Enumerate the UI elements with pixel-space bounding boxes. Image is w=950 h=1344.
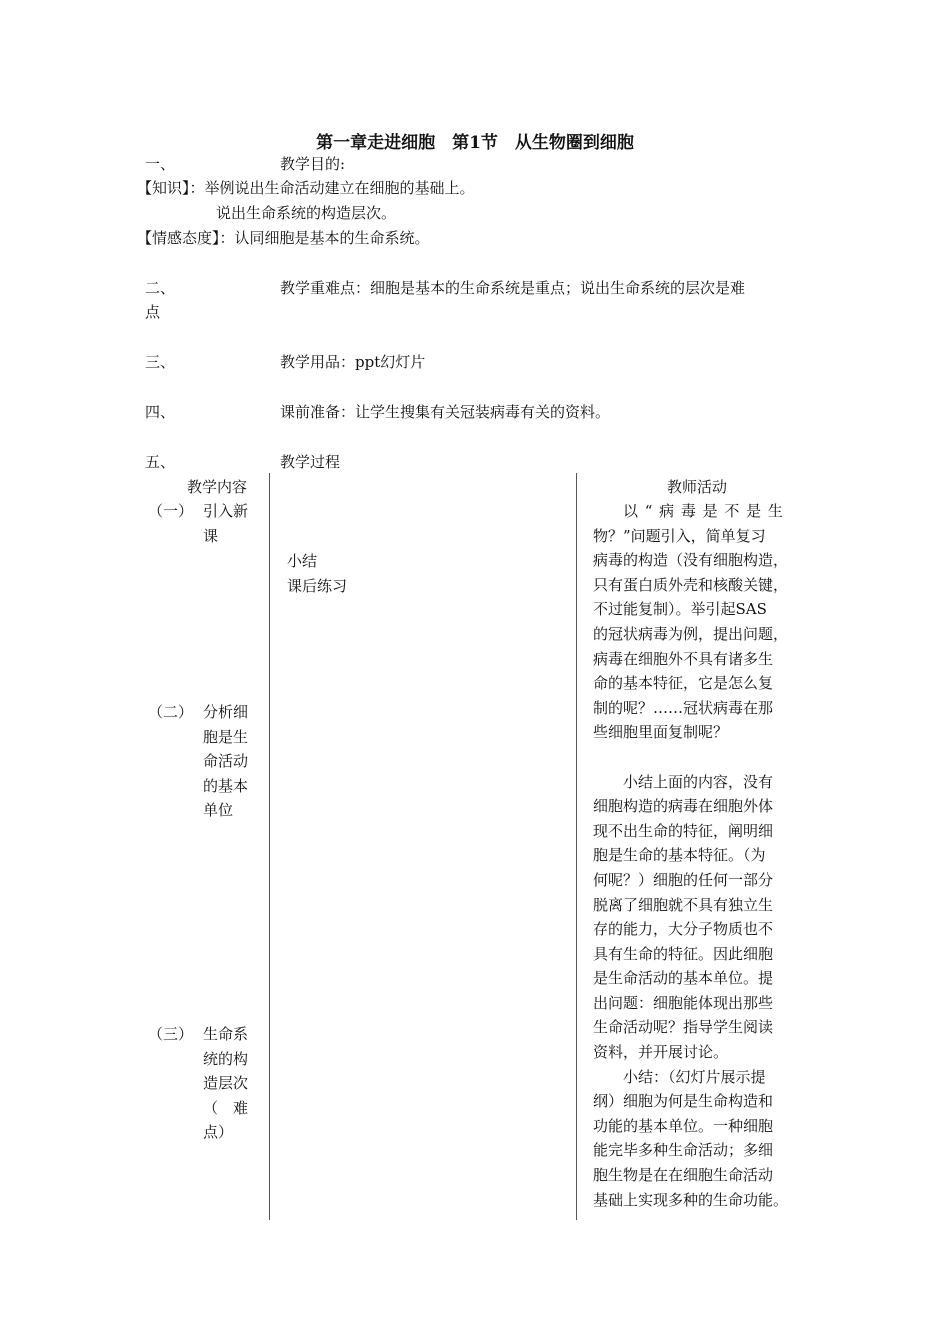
section-3-title [203, 1022, 248, 1145]
teacher-line: 纲）细胞为何是生命构造和 [593, 1092, 774, 1111]
section-2-title [203, 700, 248, 823]
middle-summary: 小结 [287, 552, 318, 570]
attitude-label: 【情感态度】： [137, 229, 235, 247]
knowledge-text-1: 举例说出生命活动建立在细胞的基础上。 [204, 179, 475, 197]
section-3-line: 点） [203, 1123, 234, 1142]
teacher-line: 具有生命的特征。因此细胞 [593, 944, 774, 963]
teacher-line: 细胞构造的病毒在细胞外体 [593, 797, 774, 816]
teacher-line: 现不出生命的特征，阐明细 [593, 821, 774, 840]
key-points-text: 教学重难点：细胞是基本的生命系统是重点；说出生命系统的层次是难 [280, 279, 746, 297]
teacher-column-header: 教师活动 [667, 478, 728, 496]
teacher-line: 出问题：细胞能体现出那些 [593, 993, 774, 1012]
teacher-line: 资料，并开展讨论。 [593, 1043, 729, 1062]
section-3-line: （ 难 [203, 1098, 249, 1117]
column-divider-right [576, 473, 577, 1220]
teacher-line: 只有蛋白质外壳和核酸关键， [593, 575, 789, 594]
teacher-line: 小结上面的内容，没有 [623, 772, 774, 791]
teacher-line: 病毒在细胞外不具有诸多生 [593, 649, 774, 668]
teacher-line: 以“病毒是不是生 [623, 502, 790, 520]
knowledge-line [137, 176, 475, 200]
teacher-line: 基础上实现多种的生命功能。 [593, 1190, 789, 1209]
section-2-line: 单位 [203, 801, 234, 820]
teacher-line: 胞生物是在在细胞生命活动 [593, 1166, 774, 1185]
attitude-line [137, 226, 430, 250]
knowledge-label: 【知识】： [137, 179, 205, 197]
section-3-number: （三） [148, 1025, 194, 1043]
teacher-line: 胞是生命的基本特征。（为 [593, 846, 766, 865]
teacher-line: 制的呢？……冠状病毒在那 [593, 698, 774, 717]
attitude-text: 认同细胞是基本的生命系统。 [234, 229, 430, 247]
section-3-line: 统的构 [203, 1049, 249, 1068]
process-number: 五、 [145, 453, 176, 471]
content-column-header: 教学内容 [187, 478, 248, 496]
section-2-line: 分析细 [203, 703, 249, 721]
section-3-line: 造层次 [203, 1074, 249, 1093]
teacher-line: 不过能复制）。举引起SAS [593, 600, 767, 619]
teacher-line-blank [593, 745, 823, 770]
knowledge-text-2: 说出生命系统的构造层次。 [216, 204, 397, 222]
section-1-line: 课 [203, 526, 219, 545]
document-title: 第一章走进细胞 第1节 从生物圈到细胞 [316, 133, 634, 153]
section-2-line: 的基本 [203, 776, 249, 795]
section-1-line: 引入新 [203, 502, 249, 520]
preparation-number: 四、 [145, 403, 176, 421]
teacher-line: 何呢？）细胞的任何一部分 [593, 870, 774, 889]
teacher-line: 的冠状病毒为例，提出问题， [593, 624, 789, 643]
teacher-line: 小结：（幻灯片展示提 [623, 1067, 766, 1086]
middle-homework: 课后练习 [287, 577, 348, 595]
process-text: 教学过程 [280, 453, 341, 471]
teacher-line: 是生命活动的基本单位。提 [593, 969, 774, 988]
teacher-line: 病毒的构造（没有细胞构造， [593, 551, 789, 570]
column-divider-left [269, 473, 270, 1220]
objectives-number: 一、 [145, 155, 176, 173]
teacher-line: 物？”问题引入，简单复习 [593, 526, 766, 545]
section-3-line: 生命系 [203, 1025, 249, 1043]
section-1-number: （一） [148, 502, 194, 520]
teacher-line: 生命活动呢？指导学生阅读 [593, 1018, 774, 1037]
teacher-line: 脱离了细胞就不具有独立生 [593, 895, 774, 914]
teacher-line: 命的基本特征，它是怎么复 [593, 674, 774, 693]
section-2-line: 命活动 [203, 752, 249, 771]
materials-number: 三、 [145, 353, 176, 371]
objectives-heading: 教学目的: [280, 155, 346, 173]
teacher-line: 能完毕多种生命活动；多细 [593, 1141, 774, 1160]
teacher-line: 存的能力，大分子物质也不 [593, 920, 774, 939]
section-2-line: 胞是生 [203, 727, 249, 746]
teacher-line: 功能的基本单位。一种细胞 [593, 1116, 774, 1135]
section-1-title [203, 499, 248, 548]
key-points-text-cont: 点 [145, 303, 161, 321]
preparation-text: 课前准备：让学生搜集有关冠装病毒有关的资料。 [280, 403, 611, 421]
materials-text: 教学用品：ppt幻灯片 [280, 353, 426, 371]
key-points-number: 二、 [145, 279, 176, 297]
section-2-number: （二） [148, 703, 194, 721]
teacher-line: 些细胞里面复制呢？ [593, 723, 729, 742]
teacher-activity-text [593, 499, 823, 1212]
